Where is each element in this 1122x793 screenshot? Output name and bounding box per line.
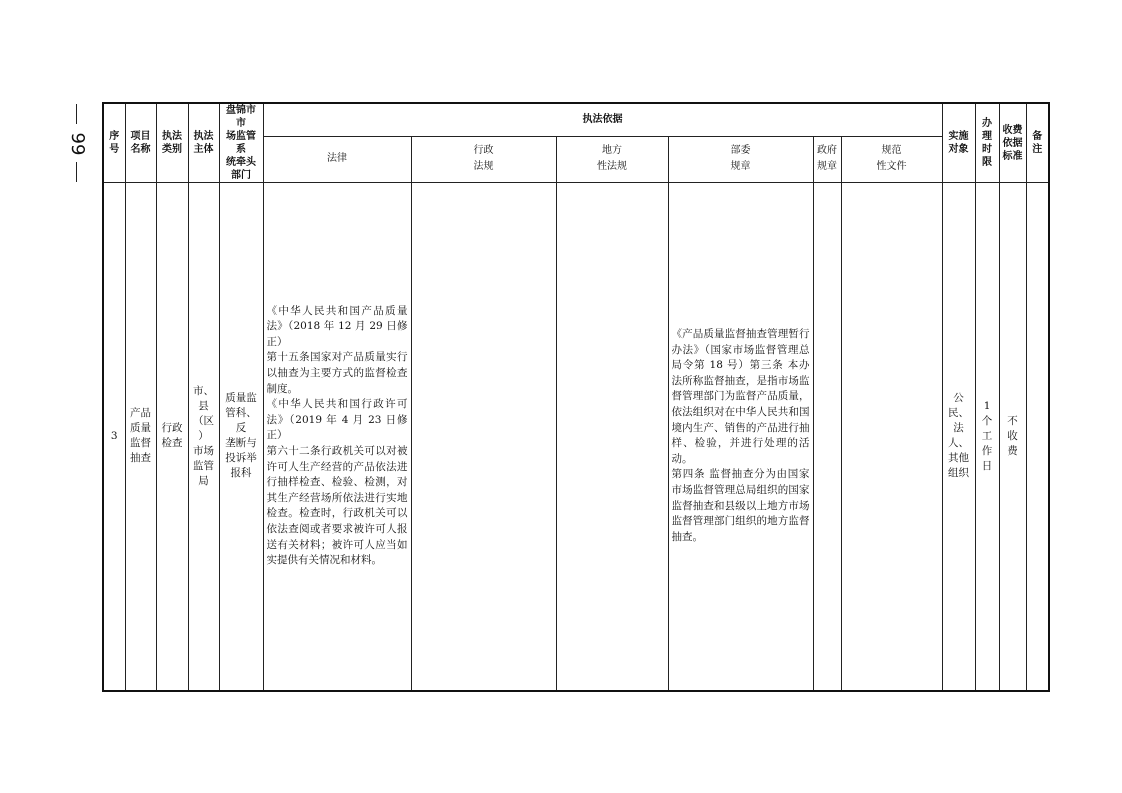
row-enforcement-subject: 市、县 （区） 市场 监管 局 xyxy=(188,183,219,691)
row-government-rule xyxy=(813,183,841,691)
header-admin-regulation: 行政 法规 xyxy=(411,136,556,182)
page-number-dash-top xyxy=(76,104,77,124)
row-remark xyxy=(1026,183,1049,691)
table-row xyxy=(103,183,1049,691)
row-admin-regulation xyxy=(411,183,556,691)
header-time-limit: 办理 时限 xyxy=(975,103,999,183)
header-government-rule: 政府 规章 xyxy=(813,136,841,182)
header-enforcement-basis: 执法依据 xyxy=(263,103,942,136)
header-ministry-rule: 部委 规章 xyxy=(668,136,813,182)
row-time-limit: 1 个 工作 日 xyxy=(975,183,999,691)
header-law: 法律 xyxy=(263,136,411,182)
enforcement-table xyxy=(102,102,1050,692)
page-number: 99 xyxy=(67,132,88,156)
row-ministry-rule: 《产品质量监督抽查管理暂行办法》（国家市场监督管理总局令第 18 号）第三条 本办法所称监督抽查，是指市场监督管理部门为监督产品质量，依法组织对在中华人民共和国境内生产、销售的产品进行抽样、检验，并进行处理的活动。 第四条 监督抽查分为由国家市场监督管理总局组织的国家监督抽查和县级以上地方市场监督管理部门组织的地方监督抽查。 xyxy=(668,183,813,691)
header-row-1 xyxy=(103,103,1049,136)
row-law: 《中华人民共和国产品质量法》（2018 年 12 月 29 日修正） 第十五条国家对产品质量实行以抽查为主要方式的监督检查制度。 《中华人民共和国行政许可法》（2019 年 4 月 23 日修正） 第六十二条行政机关可以对被许可人生产经营的产品依法进行抽样检查、检验、检测，对其生产经营场所依法进行实地检查。检查时，行政机关可以依法查阅或者要求被许可人报送有关材料；被许可人应当如实提供有关情况和材料。 xyxy=(263,183,411,691)
row-enforcement-type: 行政 检查 xyxy=(156,183,188,691)
row-lead-department: 质量监 管科、反 垄断与 投诉举 报科 xyxy=(219,183,263,691)
header-item-name: 项目 名称 xyxy=(125,103,156,183)
header-fee-standard: 收费 依据 标准 xyxy=(999,103,1026,183)
row-item-name: 产品 质量 监督 抽查 xyxy=(125,183,156,691)
page-number-dash-bottom xyxy=(76,162,77,182)
row-target: 公民、 法人、 其他 组织 xyxy=(942,183,975,691)
row-fee-standard: 不收 费 xyxy=(999,183,1026,691)
header-seq: 序 号 xyxy=(103,103,125,183)
header-target: 实施 对象 xyxy=(942,103,975,183)
header-normative-document: 规范 性文件 xyxy=(841,136,942,182)
row-local-regulation xyxy=(556,183,668,691)
header-enforcement-type: 执法 类别 xyxy=(156,103,188,183)
header-enforcement-subject: 执法 主体 xyxy=(188,103,219,183)
row-normative-document xyxy=(841,183,942,691)
header-remark: 备 注 xyxy=(1026,103,1049,183)
row-seq: 3 xyxy=(103,183,125,691)
header-lead-department: 盘锦市市 场监管系 统牵头 部门 xyxy=(219,103,263,183)
page-number-marker xyxy=(62,104,92,184)
header-local-regulation: 地方 性法规 xyxy=(556,136,668,182)
